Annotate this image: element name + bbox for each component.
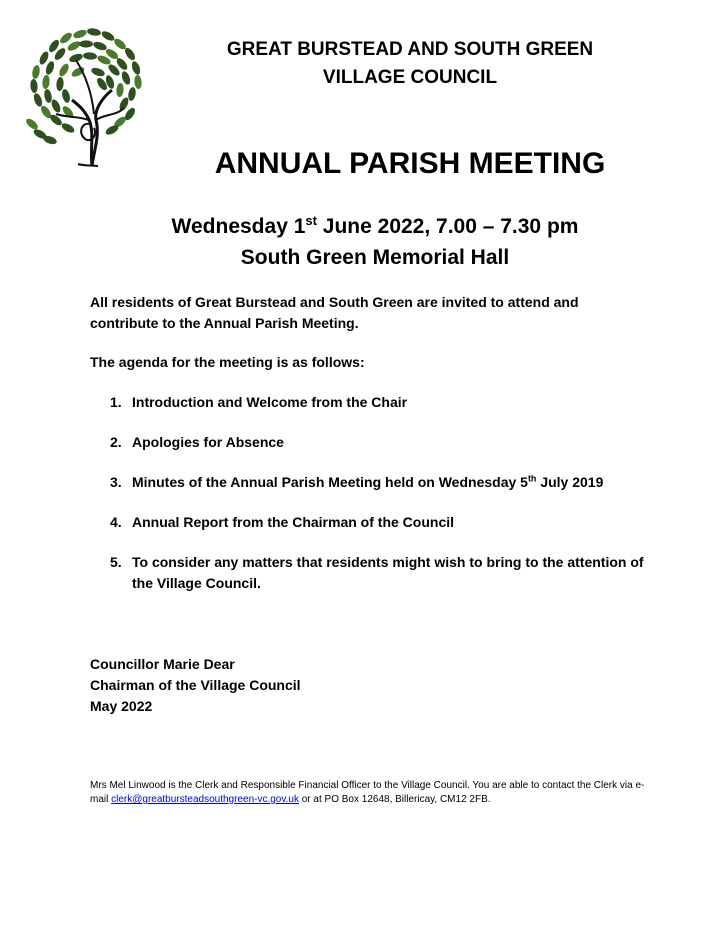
leaf-shape (32, 92, 44, 108)
council-name-line1: GREAT BURSTEAD AND SOUTH GREEN (226, 39, 594, 60)
agenda-item-text-part: Minutes of the Annual Parish Meeting held on Wednesday 5 (132, 474, 528, 490)
agenda-item-ordinal: th (527, 473, 537, 484)
leaf-shape (134, 75, 142, 90)
agenda-list (110, 392, 670, 594)
footer-text-after: or at PO Box 12648, Billericay, CM12 2FB. (298, 794, 491, 805)
agenda-item-number: 2. (110, 434, 122, 450)
signoff-role: Chairman of the Village Council (90, 677, 301, 693)
leaf-shape (56, 77, 64, 92)
leaf-shape (44, 60, 56, 76)
council-name-line2: VILLAGE COUNCIL (322, 67, 498, 88)
clerk-contact-note (90, 779, 650, 807)
leaf-shape (118, 96, 130, 112)
leaf-shape (120, 70, 132, 86)
event-day: Wednesday 1 (171, 215, 306, 238)
agenda-item-number: 4. (110, 514, 122, 530)
clerk-email-link[interactable]: clerk@greatbursteadsouthgreen-vc.gov.uk (111, 794, 299, 805)
agenda-item-text: Introduction and Welcome from the Chair (132, 394, 408, 410)
leaf-shape (83, 52, 98, 60)
page-title: ANNUAL PARISH MEETING (214, 147, 606, 180)
agenda-item-text: To consider any matters that residents might wish to bring to the attention of the Village Council. (132, 554, 644, 591)
leaf-shape (61, 88, 72, 103)
agenda-item-text: Annual Report from the Chairman of the Council (132, 514, 455, 530)
leaf-shape (90, 66, 106, 78)
agenda-item-number: 5. (110, 554, 122, 570)
agenda-item-number: 1. (110, 394, 122, 410)
leaf-shape (31, 64, 41, 79)
leaf-shape (79, 40, 93, 47)
tree-logo-icon (20, 24, 150, 172)
leaf-shape (116, 83, 124, 98)
leaf-shape (72, 28, 88, 40)
agenda-item-text: Apologies for Absence (132, 434, 284, 450)
leaf-shape (86, 27, 101, 37)
agenda-item-text-part: July 2019 (536, 474, 604, 490)
event-date-rest: June 2022, 7.00 – 7.30 pm (316, 215, 579, 238)
intro-paragraph: All residents of Great Burstead and South Green are invited to attend and contribute to the Annual Parish Meeting. (90, 294, 579, 331)
leaf-shape (58, 31, 73, 46)
event-date-time (110, 212, 640, 242)
agenda-item (110, 512, 670, 533)
leaf-shape (66, 39, 82, 52)
agenda-item-number: 3. (110, 474, 122, 490)
leaf-shape (30, 79, 38, 94)
leaf-shape (38, 50, 50, 66)
signoff-name: Councillor Marie Dear (90, 656, 235, 672)
council-name (180, 36, 640, 92)
leaf-shape (60, 121, 76, 134)
agenda-item (110, 432, 670, 453)
leaf-shape (57, 62, 70, 78)
leaf-shape (50, 98, 62, 114)
signoff-date: May 2022 (90, 698, 153, 714)
leaf-shape (43, 88, 53, 103)
agenda-item-text (132, 474, 603, 490)
agenda-item (110, 392, 670, 413)
leaf-shape (92, 40, 108, 52)
leaf-shape (100, 29, 116, 42)
event-venue: South Green Memorial Hall (240, 246, 510, 269)
leaf-shape (68, 52, 84, 64)
agenda-item (110, 552, 652, 594)
agenda-intro: The agenda for the meeting is as follows: (90, 354, 365, 370)
agenda-item (110, 472, 670, 493)
leaf-shape (130, 60, 142, 76)
leaf-shape (42, 75, 50, 90)
footer-text-before: Mrs Mel Linwood is the Clerk and Responsible Financial Officer to the Village Council. You are able to contact the Clerk via e-mail (90, 780, 645, 805)
leaf-shape (24, 117, 39, 132)
event-day-suffix: st (305, 213, 317, 228)
signoff (90, 654, 301, 717)
leaf-shape (127, 86, 137, 101)
